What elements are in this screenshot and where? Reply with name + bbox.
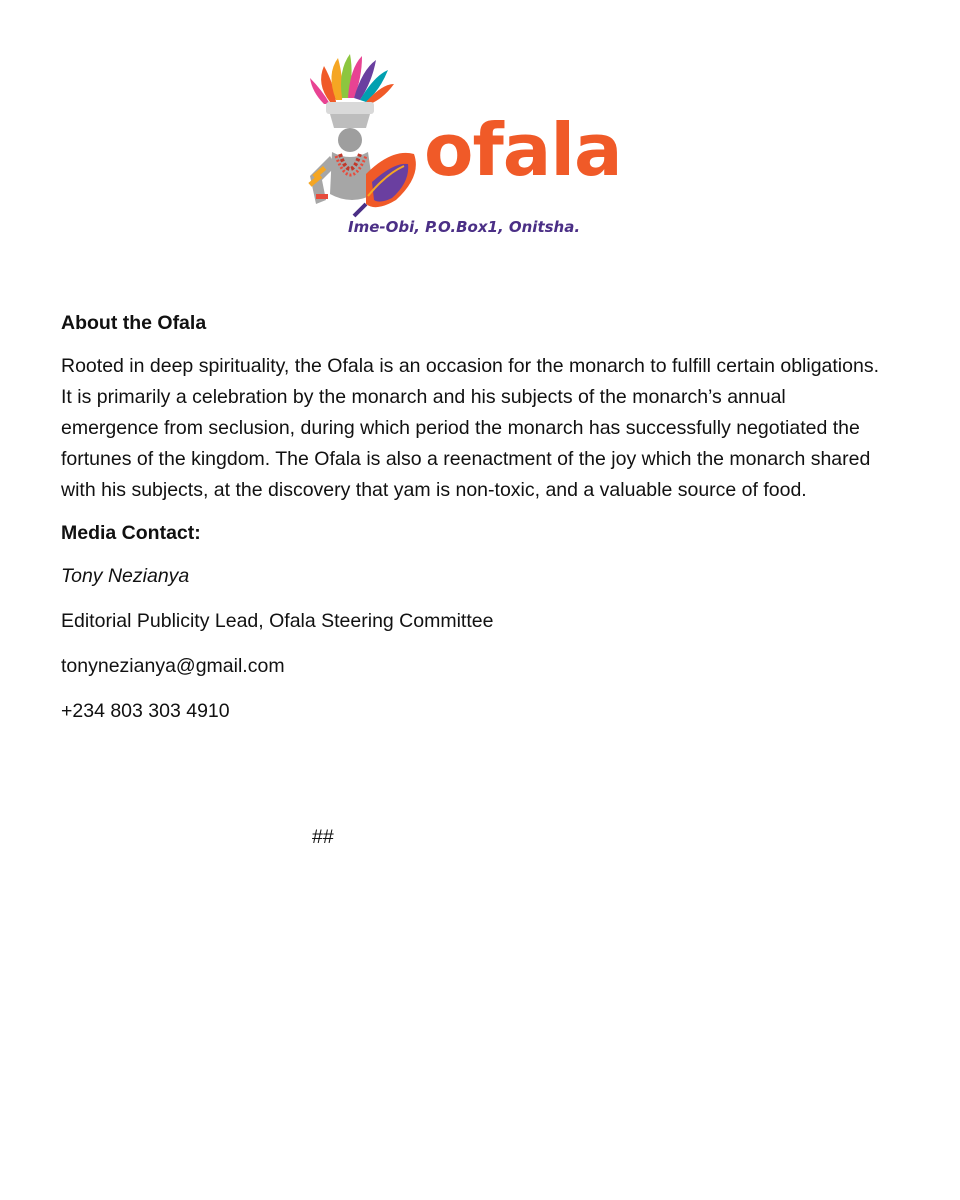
- contact-title: Editorial Publicity Lead, Ofala Steering Committee: [61, 610, 494, 632]
- contact-name: Tony Nezianya: [61, 565, 190, 587]
- ofala-logo: [296, 44, 636, 244]
- logo-wordmark: ofala: [424, 108, 622, 192]
- document-body: [61, 308, 881, 741]
- contact-phone[interactable]: +234 803 303 4910: [61, 700, 230, 722]
- end-mark: ##: [312, 826, 334, 848]
- about-paragraph: Rooted in deep spirituality, the Ofala is an occasion for the monarch to fulfill certain obligations. It is primarily a celebration by the monarch and his subjects of the monarch’s annual emergence from seclusion, during which period the monarch has successfully negotiated the fortunes of the kingdom. The Ofala is also a reenactment of the joy which the monarch shared with his subjects, at the discovery that yam is non-toxic, and a valuable source of food.: [61, 355, 880, 501]
- contact-email[interactable]: tonynezianya@gmail.com: [61, 655, 285, 677]
- media-contact-heading: Media Contact:: [61, 522, 201, 544]
- logo-address: Ime-Obi, P.O.Box1, Onitsha.: [348, 218, 581, 236]
- feather-crown-icon: [310, 54, 394, 128]
- about-heading: About the Ofala: [61, 312, 207, 334]
